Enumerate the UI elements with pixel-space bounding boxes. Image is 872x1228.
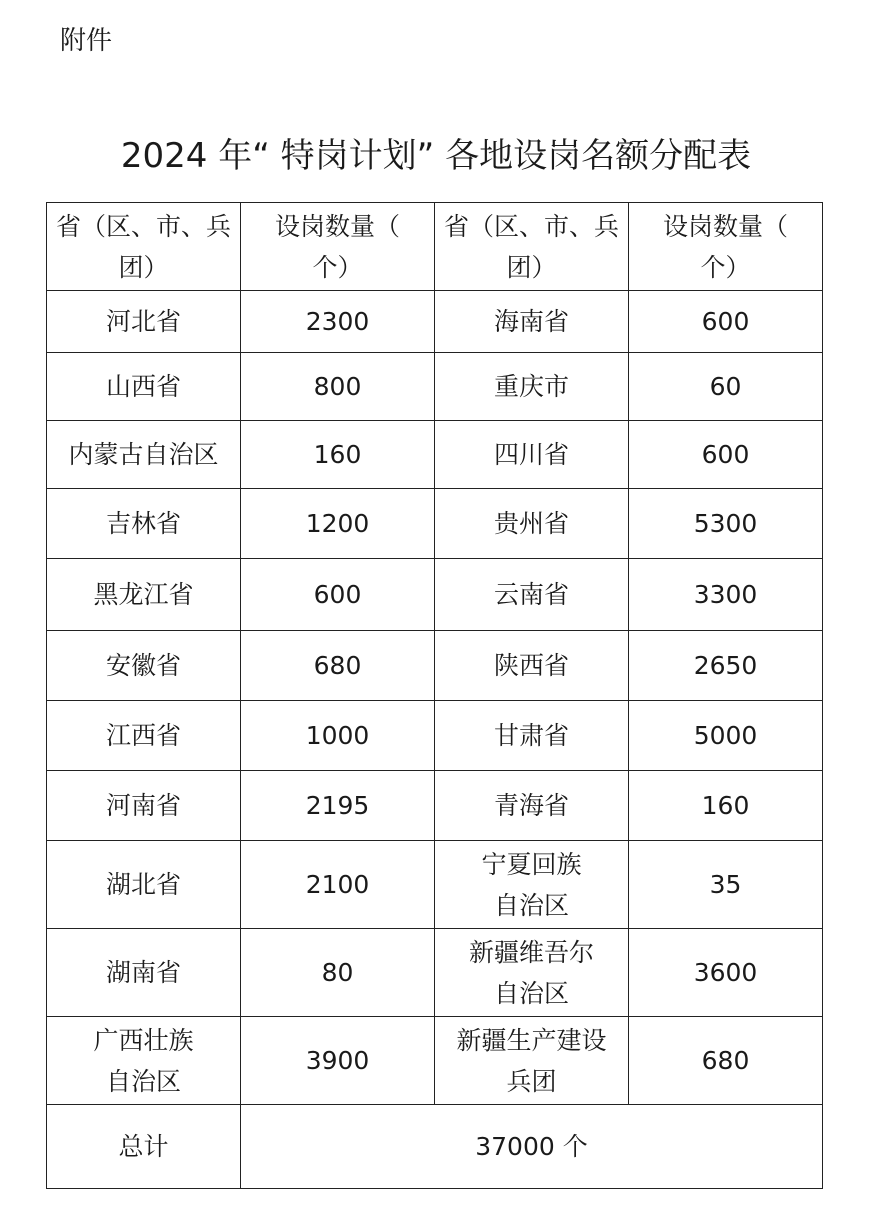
- region-name-right: [435, 1017, 629, 1105]
- quota-value-right: 35: [629, 841, 823, 929]
- region-name-left: [47, 353, 241, 421]
- table-row: [47, 631, 823, 701]
- region-name-left: [47, 701, 241, 771]
- region-name-line: 青海省: [493, 791, 569, 820]
- region-name-line: 宁夏回族: [481, 849, 582, 879]
- quota-value-right: 3600: [629, 929, 823, 1017]
- region-name-line: 黑龙江省: [93, 580, 194, 609]
- header-quota-right: [629, 203, 823, 291]
- region-name-left: [47, 841, 241, 929]
- quota-value-left: 2300: [241, 291, 435, 353]
- table-row: [47, 291, 823, 353]
- region-name-line: 新疆生产建设: [456, 1025, 607, 1055]
- region-name-right: [435, 353, 629, 421]
- table-row: [47, 929, 823, 1017]
- header-region-right: [435, 203, 629, 291]
- header-quota-line: 个）: [700, 252, 751, 282]
- header-region-left: [47, 203, 241, 291]
- total-label: 总计: [47, 1105, 241, 1189]
- quota-value-right: 160: [629, 771, 823, 841]
- region-name-right: [435, 559, 629, 631]
- quota-value-right: 5000: [629, 701, 823, 771]
- region-name-line: 广西壮族: [93, 1025, 194, 1055]
- table-row: [47, 421, 823, 489]
- quota-table-body: [47, 203, 823, 1189]
- quota-table: [46, 202, 823, 1189]
- region-name-line: 云南省: [493, 580, 569, 609]
- table-row: [47, 841, 823, 929]
- region-name-left: [47, 929, 241, 1017]
- region-name-right: [435, 771, 629, 841]
- region-name-right: [435, 291, 629, 353]
- region-name-line: 甘肃省: [493, 721, 569, 750]
- total-row: [47, 1105, 823, 1189]
- region-name-line: 河南省: [105, 791, 181, 820]
- header-region-line: 省（区、市、兵: [55, 211, 231, 241]
- region-name-line: 陕西省: [493, 651, 569, 680]
- quota-value-left: 800: [241, 353, 435, 421]
- header-quota-line: 个）: [312, 252, 363, 282]
- header-quota-line: 设岗数量（: [274, 211, 400, 241]
- region-name-line: 江西省: [105, 721, 181, 750]
- region-name-line: 河北省: [105, 307, 181, 336]
- quota-value-left: 160: [241, 421, 435, 489]
- header-row: [47, 203, 823, 291]
- region-name-line: 山西省: [105, 372, 181, 401]
- region-name-left: [47, 559, 241, 631]
- region-name-line: 湖北省: [105, 870, 181, 899]
- region-name-right: [435, 841, 629, 929]
- quota-value-left: 80: [241, 929, 435, 1017]
- region-name-line: 吉林省: [105, 509, 181, 538]
- document-title: 2024 年“ 特岗计划” 各地设岗名额分配表: [120, 136, 752, 176]
- region-name-line: 海南省: [493, 307, 569, 336]
- region-name-right: [435, 701, 629, 771]
- table-row: [47, 771, 823, 841]
- region-name-left: [47, 421, 241, 489]
- header-quota-left: [241, 203, 435, 291]
- quota-value-right: 2650: [629, 631, 823, 701]
- quota-value-right: 600: [629, 421, 823, 489]
- region-name-left: [47, 489, 241, 559]
- header-region-line: 省（区、市、兵: [443, 211, 619, 241]
- region-name-line: 安徽省: [105, 651, 181, 680]
- quota-value-right: 680: [629, 1017, 823, 1105]
- region-name-left: [47, 631, 241, 701]
- region-name-line: 自治区: [493, 978, 569, 1008]
- attachment-label: 附件: [60, 26, 113, 56]
- quota-value-left: 600: [241, 559, 435, 631]
- quota-value-left: 680: [241, 631, 435, 701]
- region-name-right: [435, 421, 629, 489]
- region-name-right: [435, 631, 629, 701]
- quota-value-right: 5300: [629, 489, 823, 559]
- table-row: [47, 489, 823, 559]
- region-name-line: 自治区: [493, 890, 569, 920]
- quota-value-left: 2100: [241, 841, 435, 929]
- region-name-line: 重庆市: [493, 372, 569, 401]
- quota-value-left: 1000: [241, 701, 435, 771]
- region-name-left: [47, 771, 241, 841]
- region-name-line: 四川省: [493, 440, 569, 469]
- region-name-left: [47, 291, 241, 353]
- region-name-right: [435, 489, 629, 559]
- table-row: [47, 701, 823, 771]
- quota-value-left: 1200: [241, 489, 435, 559]
- total-value: 37000 个: [241, 1105, 823, 1189]
- quota-value-right: 3300: [629, 559, 823, 631]
- header-quota-line: 设岗数量（: [662, 211, 788, 241]
- quota-value-left: 3900: [241, 1017, 435, 1105]
- table-row: [47, 559, 823, 631]
- region-name-left: [47, 1017, 241, 1105]
- region-name-line: 湖南省: [105, 958, 181, 987]
- region-name-line: 自治区: [105, 1066, 181, 1096]
- table-row: [47, 1017, 823, 1105]
- quota-value-left: 2195: [241, 771, 435, 841]
- header-region-line: 团）: [506, 252, 557, 282]
- region-name-line: 贵州省: [493, 509, 569, 538]
- header-region-line: 团）: [118, 252, 169, 282]
- quota-value-right: 60: [629, 353, 823, 421]
- region-name-line: 内蒙古自治区: [68, 440, 219, 469]
- quota-value-right: 600: [629, 291, 823, 353]
- table-row: [47, 353, 823, 421]
- region-name-line: 兵团: [506, 1066, 557, 1096]
- region-name-line: 新疆维吾尔: [468, 937, 594, 967]
- region-name-right: [435, 929, 629, 1017]
